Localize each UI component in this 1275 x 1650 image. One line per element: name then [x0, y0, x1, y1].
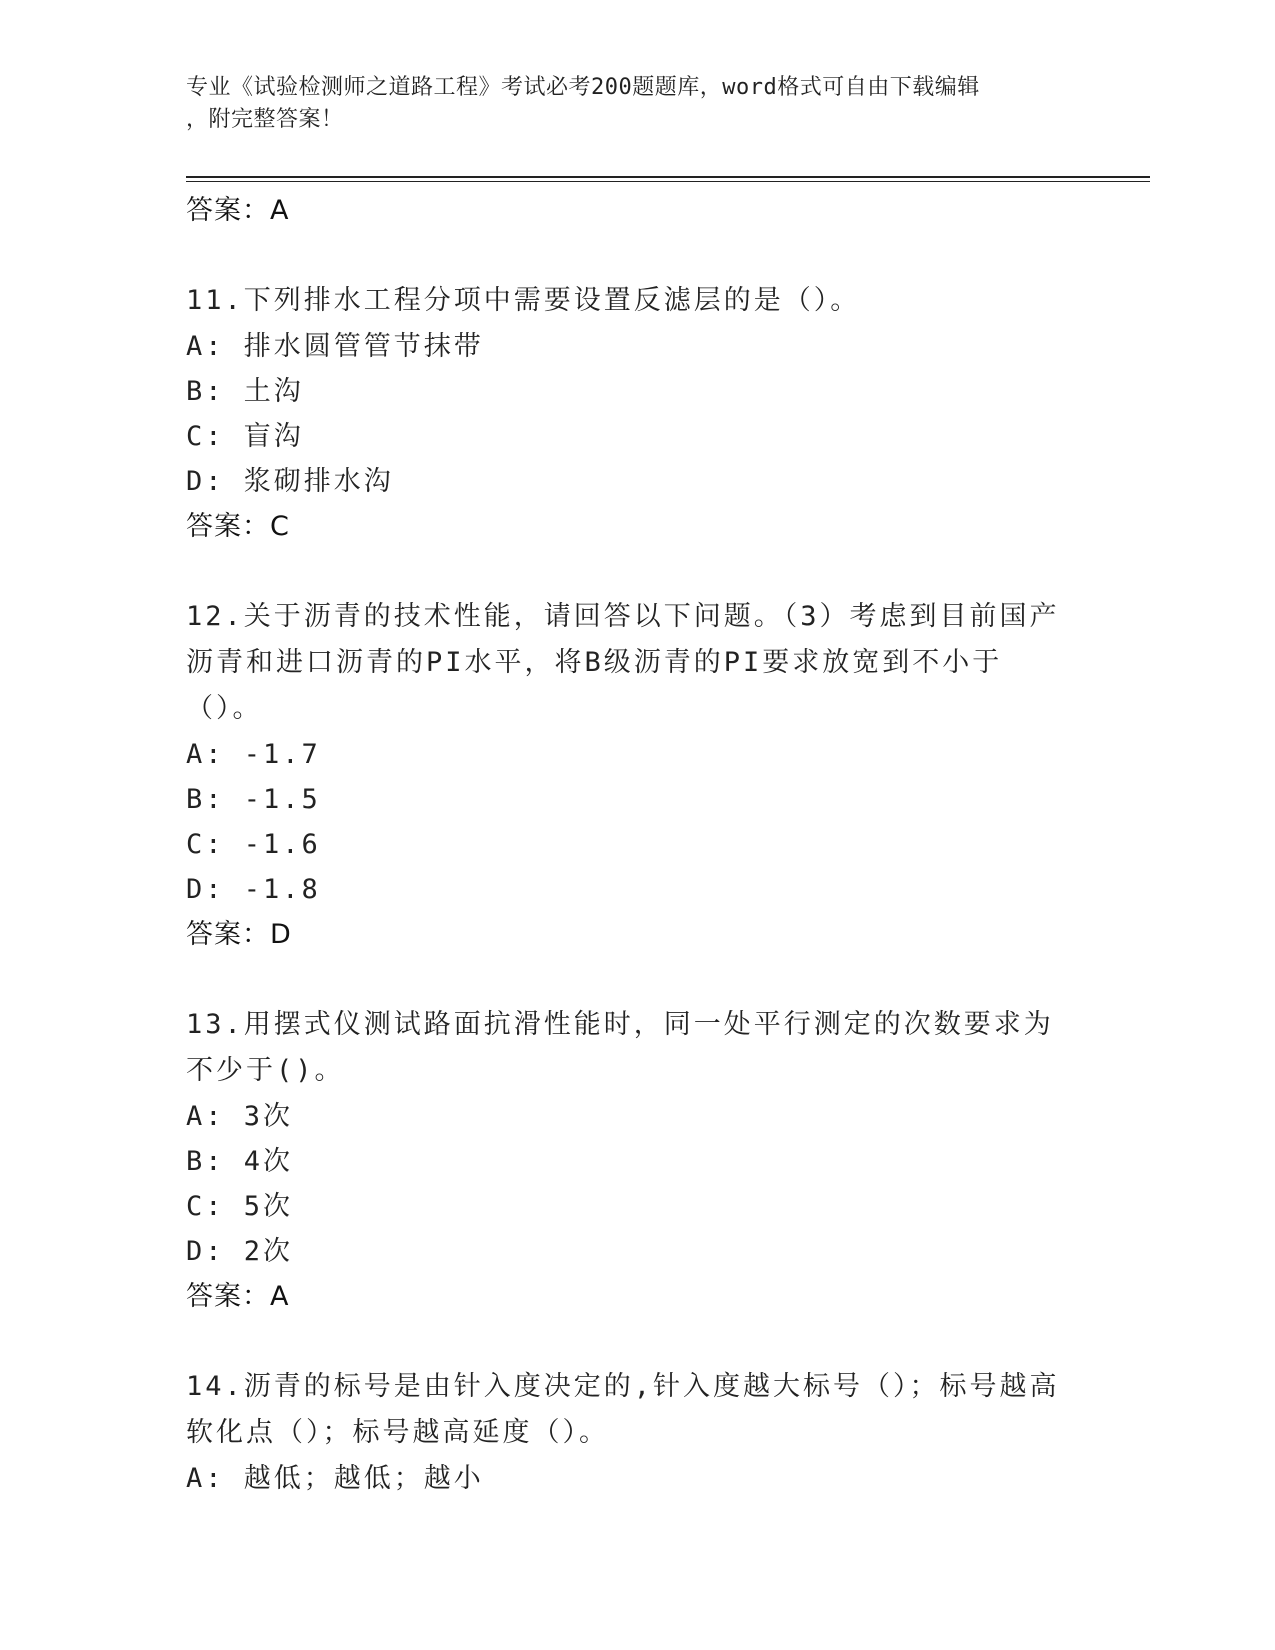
spacer — [186, 958, 1086, 1002]
option-c: C: 5次 — [186, 1191, 294, 1222]
option-d: D: 2次 — [186, 1236, 294, 1267]
question-block — [186, 1002, 1086, 1320]
option-b: B: 4次 — [186, 1146, 294, 1177]
document-header — [186, 72, 1066, 136]
question-block — [186, 594, 1086, 958]
spacer — [186, 1320, 1086, 1364]
answer-line: 答案：C — [186, 511, 290, 542]
question-block — [186, 1364, 1086, 1501]
option-a: A: 3次 — [186, 1101, 294, 1132]
answer-line: 答案：A — [186, 1281, 290, 1312]
header-divider-thin — [186, 181, 1150, 182]
option-a: A: -1.7 — [186, 739, 321, 770]
option-a: A: 越低；越低；越小 — [186, 1463, 484, 1494]
question-block — [186, 278, 1086, 550]
option-c: C: 盲沟 — [186, 421, 304, 452]
answer-line: 答案：A — [186, 195, 290, 226]
question-text: 14.沥青的标号是由针入度决定的,针入度越大标号（）；标号越高软化点（）；标号越高延度（）。 — [186, 1371, 1060, 1448]
document-body — [186, 188, 1086, 1501]
option-b: B: 土沟 — [186, 376, 304, 407]
option-d: D: -1.8 — [186, 874, 321, 905]
option-b: B: -1.5 — [186, 784, 321, 815]
answer-line: 答案：D — [186, 919, 292, 950]
header-divider-thick — [186, 176, 1150, 178]
question-text: 13.用摆式仪测试路面抗滑性能时，同一处平行测定的次数要求为不少于()。 — [186, 1009, 1054, 1086]
spacer — [186, 550, 1086, 594]
header-line-2: ，附完整答案！ — [186, 107, 344, 132]
option-d: D: 浆砌排水沟 — [186, 466, 394, 497]
question-text: 11.下列排水工程分项中需要设置反滤层的是（）。 — [186, 285, 861, 316]
option-c: C: -1.6 — [186, 829, 321, 860]
header-line-1: 专业《试验检测师之道路工程》考试必考200题题库，word格式可自由下载编辑 — [186, 75, 980, 100]
option-a: A: 排水圆管管节抹带 — [186, 331, 484, 362]
question-text: 12.关于沥青的技术性能，请回答以下问题。（3）考虑到目前国产沥青和进口沥青的PI水平，将B级沥青的PI要求放宽到不小于（）。 — [186, 601, 1060, 724]
spacer — [186, 234, 1086, 278]
